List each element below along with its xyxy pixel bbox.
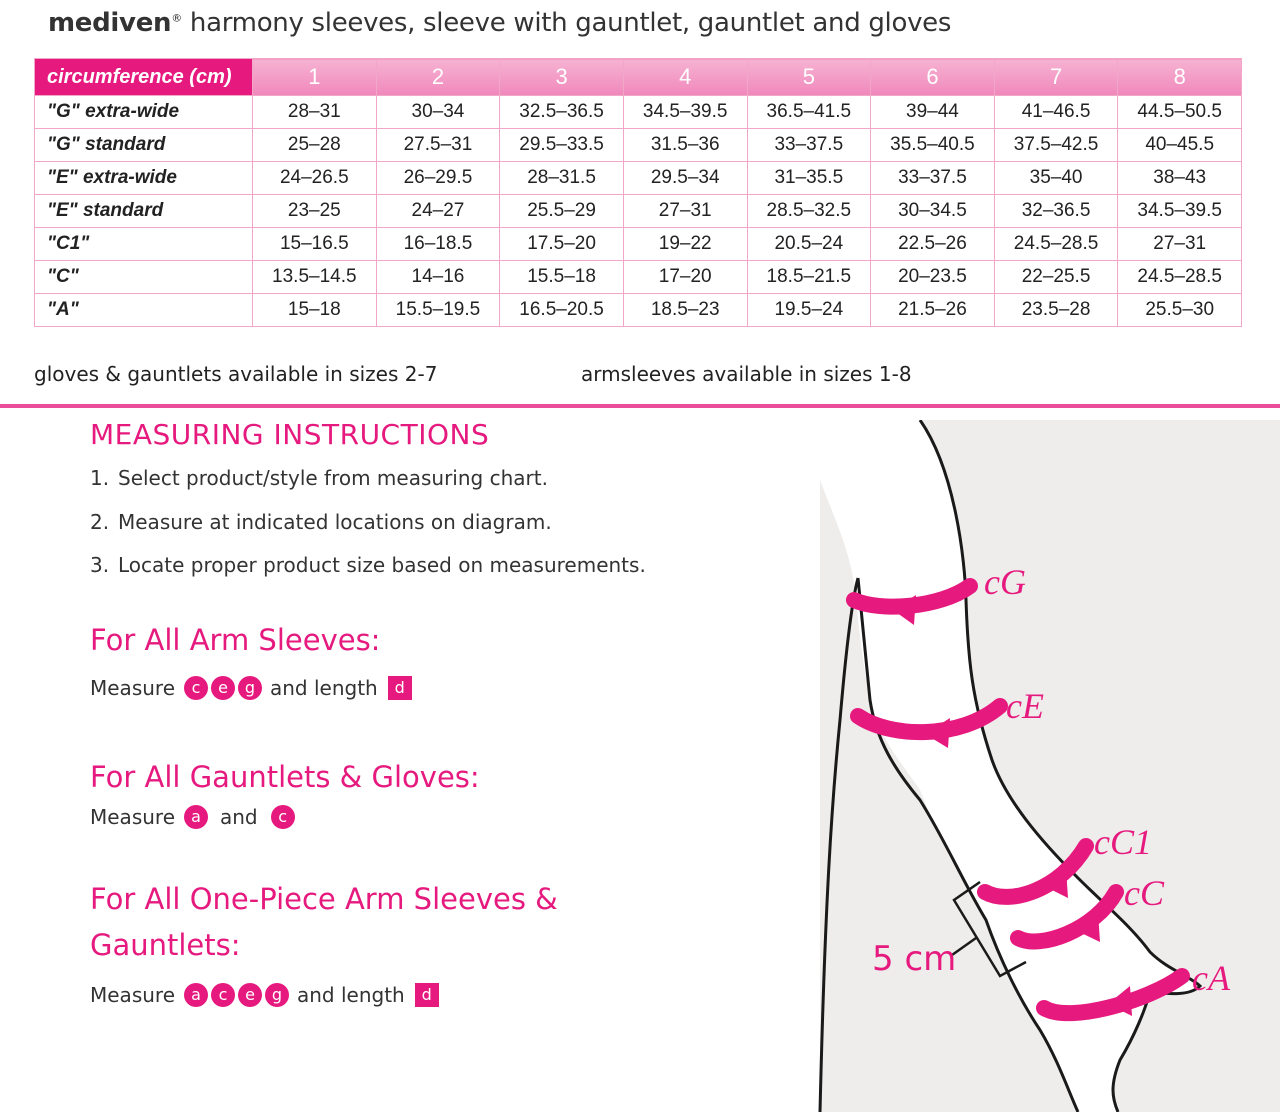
size-range-cell: 28–31.5	[500, 162, 624, 195]
size-range-cell: 29.5–34	[623, 162, 747, 195]
and-length-label: and length	[270, 676, 378, 700]
size-range-cell: 34.5–39.5	[1118, 195, 1242, 228]
brand-name: mediven	[48, 8, 172, 38]
size-range-cell: 38–43	[1118, 162, 1242, 195]
size-range-cell: 33–37.5	[747, 129, 871, 162]
table-row	[35, 261, 1242, 294]
circle-g-badge: g	[238, 676, 262, 700]
size-range-cell: 28.5–32.5	[747, 195, 871, 228]
arm-sleeves-measure	[90, 676, 412, 700]
size-range-cell: 44.5–50.5	[1118, 96, 1242, 129]
size-range-cell: 22.5–26	[871, 228, 995, 261]
size-range-cell: 24–26.5	[253, 162, 377, 195]
table-row	[35, 162, 1242, 195]
table-row	[35, 96, 1242, 129]
size-range-cell: 25.5–29	[500, 195, 624, 228]
circle-g-badge: g	[265, 983, 289, 1007]
row-label: "E" extra-wide	[35, 162, 253, 195]
section-divider	[0, 404, 1280, 408]
step-number: 3.	[90, 553, 110, 577]
label-cC: cC	[1124, 873, 1164, 913]
size-range-cell: 25–28	[253, 129, 377, 162]
size-range-cell: 30–34	[376, 96, 500, 129]
circle-e-badge: e	[211, 676, 235, 700]
size-range-cell: 36.5–41.5	[747, 96, 871, 129]
size-header: 3	[500, 59, 624, 96]
size-range-cell: 41–46.5	[994, 96, 1118, 129]
table-row	[35, 129, 1242, 162]
size-range-cell: 28–31	[253, 96, 377, 129]
size-range-cell: 30–34.5	[871, 195, 995, 228]
size-header: 6	[871, 59, 995, 96]
size-chart-table	[34, 58, 1242, 327]
registered-mark: ®	[171, 11, 182, 25]
size-range-cell: 35–40	[994, 162, 1118, 195]
size-header: 4	[623, 59, 747, 96]
table-row	[35, 294, 1242, 327]
label-cG: cG	[984, 562, 1026, 602]
table-row	[35, 195, 1242, 228]
step-text: Locate proper product size based on measurements.	[118, 553, 646, 577]
size-range-cell: 27–31	[1118, 228, 1242, 261]
length-label: 5 cm	[872, 939, 957, 979]
size-header: 5	[747, 59, 871, 96]
size-range-cell: 39–44	[871, 96, 995, 129]
size-range-cell: 24.5–28.5	[1118, 261, 1242, 294]
arm-measurement-diagram	[686, 420, 1280, 1112]
size-header: 8	[1118, 59, 1242, 96]
size-range-cell: 21.5–26	[871, 294, 995, 327]
size-range-cell: 15.5–19.5	[376, 294, 500, 327]
arm-sleeves-heading: For All Arm Sleeves:	[90, 623, 381, 657]
size-range-cell: 18.5–23	[623, 294, 747, 327]
one-piece-heading-line2: Gauntlets:	[90, 928, 241, 962]
size-range-cell: 16.5–20.5	[500, 294, 624, 327]
row-label: "G" standard	[35, 129, 253, 162]
and-length-label: and length	[297, 983, 405, 1007]
gauntlets-gloves-heading: For All Gauntlets & Gloves:	[90, 760, 480, 794]
row-label: "A"	[35, 294, 253, 327]
size-range-cell: 24.5–28.5	[994, 228, 1118, 261]
row-label: "C"	[35, 261, 253, 294]
instruction-step	[90, 553, 646, 577]
size-range-cell: 24–27	[376, 195, 500, 228]
size-range-cell: 20.5–24	[747, 228, 871, 261]
size-range-cell: 33–37.5	[871, 162, 995, 195]
size-range-cell: 22–25.5	[994, 261, 1118, 294]
size-header: 7	[994, 59, 1118, 96]
step-number: 2.	[90, 510, 110, 534]
size-range-cell: 34.5–39.5	[623, 96, 747, 129]
circle-e-badge: e	[238, 983, 262, 1007]
circle-a-badge: a	[184, 983, 208, 1007]
size-range-cell: 27.5–31	[376, 129, 500, 162]
size-header: 2	[376, 59, 500, 96]
size-range-cell: 32–36.5	[994, 195, 1118, 228]
step-text: Measure at indicated locations on diagram.	[118, 510, 552, 534]
size-range-cell: 19.5–24	[747, 294, 871, 327]
circle-c-badge: c	[211, 983, 235, 1007]
size-range-cell: 17.5–20	[500, 228, 624, 261]
one-piece-heading-line1: For All One-Piece Arm Sleeves &	[90, 882, 558, 916]
instruction-step	[90, 466, 548, 490]
table-row	[35, 228, 1242, 261]
size-range-cell: 19–22	[623, 228, 747, 261]
title-text: harmony sleeves, sleeve with gauntlet, gauntlet and gloves	[181, 8, 952, 38]
size-range-cell: 35.5–40.5	[871, 129, 995, 162]
measure-label: Measure	[90, 805, 175, 829]
step-text: Select product/style from measuring chart.	[118, 466, 548, 490]
size-range-cell: 29.5–33.5	[500, 129, 624, 162]
measure-label: Measure	[90, 983, 175, 1007]
size-range-cell: 32.5–36.5	[500, 96, 624, 129]
size-range-cell: 18.5–21.5	[747, 261, 871, 294]
and-label: and	[220, 805, 258, 829]
size-range-cell: 23.5–28	[994, 294, 1118, 327]
gloves-availability-note: gloves & gauntlets available in sizes 2-7	[34, 362, 438, 386]
size-range-cell: 16–18.5	[376, 228, 500, 261]
row-label: "E" standard	[35, 195, 253, 228]
size-range-cell: 40–45.5	[1118, 129, 1242, 162]
circumference-header: circumference (cm)	[35, 59, 253, 96]
square-d-badge: d	[415, 983, 439, 1007]
size-range-cell: 27–31	[623, 195, 747, 228]
instruction-step	[90, 510, 552, 534]
step-number: 1.	[90, 466, 110, 490]
label-cC1: cC1	[1094, 822, 1152, 862]
label-cE: cE	[1006, 686, 1044, 726]
one-piece-measure	[90, 983, 439, 1007]
row-label: "C1"	[35, 228, 253, 261]
size-range-cell: 14–16	[376, 261, 500, 294]
size-range-cell: 37.5–42.5	[994, 129, 1118, 162]
armsleeves-availability-note: armsleeves available in sizes 1-8	[581, 362, 912, 386]
label-cA: cA	[1192, 958, 1230, 998]
circle-c-badge: c	[184, 676, 208, 700]
size-range-cell: 17–20	[623, 261, 747, 294]
row-label: "G" extra-wide	[35, 96, 253, 129]
size-range-cell: 25.5–30	[1118, 294, 1242, 327]
size-range-cell: 31–35.5	[747, 162, 871, 195]
size-range-cell: 31.5–36	[623, 129, 747, 162]
size-range-cell: 13.5–14.5	[253, 261, 377, 294]
size-range-cell: 15–16.5	[253, 228, 377, 261]
gauntlets-gloves-measure	[90, 805, 295, 829]
page-title	[48, 8, 951, 38]
size-range-cell: 26–29.5	[376, 162, 500, 195]
size-range-cell: 15.5–18	[500, 261, 624, 294]
instructions-heading: MEASURING INSTRUCTIONS	[90, 418, 490, 451]
circle-c-badge: c	[271, 805, 295, 829]
size-chart-body	[35, 96, 1242, 327]
size-header: 1	[253, 59, 377, 96]
size-range-cell: 23–25	[253, 195, 377, 228]
size-range-cell: 15–18	[253, 294, 377, 327]
square-d-badge: d	[388, 676, 412, 700]
circle-a-badge: a	[184, 805, 208, 829]
size-range-cell: 20–23.5	[871, 261, 995, 294]
size-header-row	[35, 59, 1242, 96]
measure-label: Measure	[90, 676, 175, 700]
